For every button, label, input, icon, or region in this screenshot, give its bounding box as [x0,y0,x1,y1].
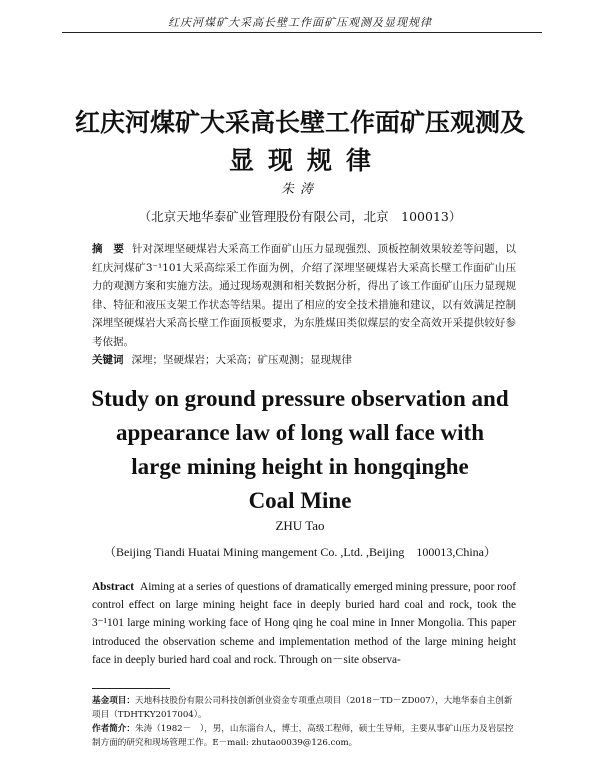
footnote-author-label: 作者简介： [92,724,135,734]
chinese-title-line-1: 红庆河煤矿大采高长壁工作面矿压观测及 [74,108,525,137]
english-affiliation: （Beijing Tiandi Huatai Mining mangement Co. ,Ltd. ,Beijing 100013,China） [104,545,496,559]
header-rule [62,32,542,33]
footnote-fund-text: 天地科技股份有限公司科技创新创业资金专项重点项目（2018－TD－ZD007），大地华泰自主创新项目（TDHTKY2017004）。 [92,696,513,720]
chinese-affiliation: （北京天地华泰矿业管理股份有限公司，北京 100013） [138,209,462,224]
english-title-line-3: large mining height in hongqinghe [131,454,469,479]
chinese-abstract [92,240,516,352]
chinese-keywords [92,351,516,369]
english-author: ZHU Tao [275,518,325,533]
chinese-keywords-text: 深埋；坚硬煤岩；大采高；矿压观测；显现规律 [131,354,352,366]
english-abstract [92,578,516,669]
footnote-author-text: 朱涛（1982－ ），男，山东淄台人，博士，高级工程师，硕士生导师，主要从事矿山压力及岩层控制方面的研究和现场管理工作。E－mail: zhutao0039@126.com。 [92,724,514,748]
english-abstract-text: Aiming at a series of questions of dramatically emerged mining pressure, poor roof control effect on large mining height face in deeply buried hard coal and rock, took the 3⁻¹101 large mining working face of Hong qing he coal mine in Inner Mongolia. This paper introduced the observation scheme and implementation method of the large mining height face in deeply buried hard coal and rock. Through on－site observa- [92,581,516,666]
chinese-title-line-2: 显现规律 [228,146,385,175]
footnote-fund-label: 基金项目： [92,696,135,706]
chinese-abstract-text: 针对深埋坚硬煤岩大采高工作面矿山压力显现强烈、顶板控制效果较差等问题，以红庆河煤矿3⁻¹101大采高综采工作面为例，介绍了深埋坚硬煤岩大采高长壁工作面矿山压力的观测方案和实施方法。通过现场观测和相关数据分析，得出了该工作面矿山压力显现规律、特征和液压支架工作状态等结果。提出了相应的安全技术措施和建议，以有效满足控制深埋坚硬煤岩大采高长壁工作面顶板要求，为东胜煤田类似煤层的安全高效开采提供较好参考依据。 [92,243,517,348]
chinese-author: 朱涛 [280,182,319,197]
running-head: 红庆河煤矿大采高长壁工作面矿压观测及显现规律 [168,16,432,29]
footnote-fund [92,694,516,722]
footnote-rule [92,688,170,689]
chinese-abstract-label: 摘 要 [92,243,125,255]
chinese-keywords-label: 关键词 [92,354,124,366]
english-abstract-label: Abstract [92,581,135,593]
english-title-line-4: Coal Mine [248,488,352,513]
english-title-line-2: appearance law of long wall face with [116,420,484,445]
chinese-title [60,104,540,180]
english-title [70,382,530,518]
footnote-author [92,722,516,750]
english-title-line-1: Study on ground pressure observation and [91,386,509,411]
